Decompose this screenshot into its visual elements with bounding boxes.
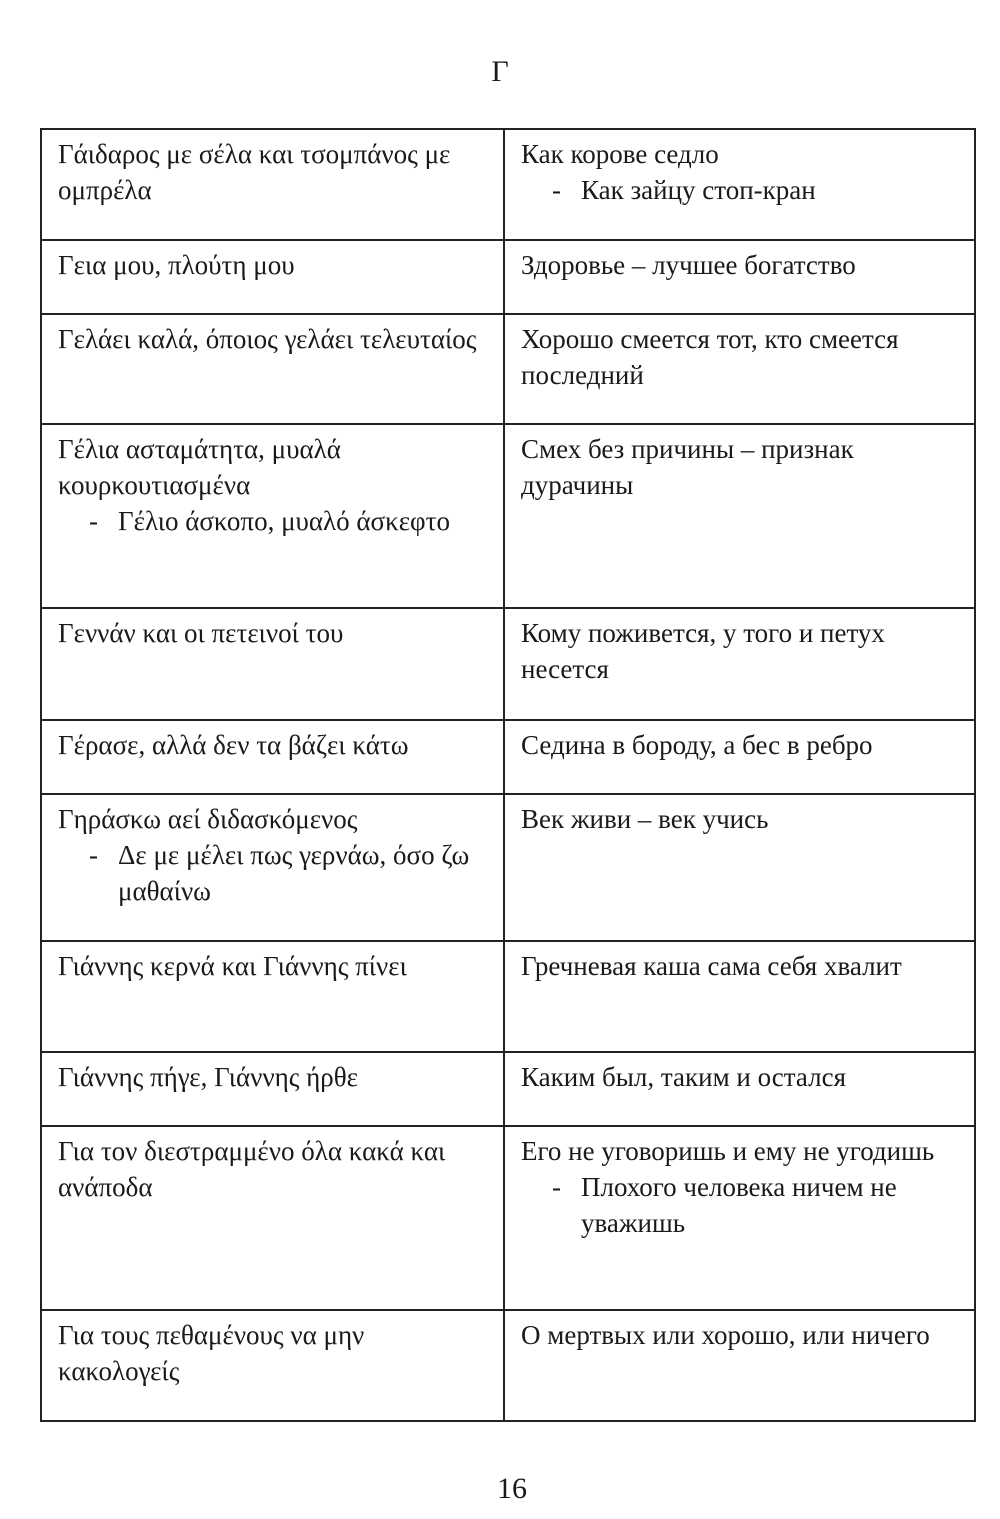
russian-cell (504, 240, 975, 314)
table-row (41, 314, 975, 424)
variant-line (521, 1169, 960, 1241)
greek-cell (41, 314, 504, 424)
greek-proverb: Γιάννης κερνά και Γιάννης πίνει (58, 951, 407, 981)
russian-proverb: Кому поживется, у того и петух несется (521, 618, 885, 684)
greek-cell (41, 424, 504, 608)
section-letter: Γ (491, 55, 509, 88)
table-row (41, 1052, 975, 1126)
russian-cell (504, 1310, 975, 1421)
russian-cell (504, 1052, 975, 1126)
russian-cell (504, 941, 975, 1052)
russian-proverb: Седина в бороду, а бес в ребро (521, 730, 873, 760)
russian-proverb: Здоровье – лучшее богатство (521, 250, 856, 280)
russian-proverb: Его не уговоришь и ему не угодишь (521, 1136, 935, 1166)
table-row (41, 424, 975, 608)
greek-cell (41, 720, 504, 794)
table-row (41, 794, 975, 941)
russian-cell (504, 720, 975, 794)
table-row (41, 129, 975, 240)
russian-cell (504, 1126, 975, 1310)
page-number: 16 (497, 1472, 527, 1505)
greek-proverb: Γηράσκω αεί διδασκόμενος (58, 804, 358, 834)
greek-proverb: Γεννάν και οι πετεινοί του (58, 618, 344, 648)
variant-dash: - (89, 840, 98, 870)
russian-cell (504, 314, 975, 424)
greek-cell (41, 608, 504, 720)
variant-dash: - (552, 1172, 561, 1202)
russian-proverb: О мертвых или хорошо, или ничего (521, 1320, 930, 1350)
greek-cell (41, 240, 504, 314)
variant-dash: - (552, 175, 561, 205)
greek-cell (41, 1052, 504, 1126)
russian-proverb: Как корове седло (521, 139, 719, 169)
greek-proverb: Γιάννης πήγε, Γιάννης ήρθε (58, 1062, 359, 1092)
russian-cell (504, 129, 975, 240)
greek-variant: Δε με μέλει πως γερνάω, όσο ζω μαθαίνω (118, 840, 470, 906)
greek-variant: Γέλιο άσκοπο, μυαλό άσκεφτο (118, 506, 450, 536)
table-row (41, 1126, 975, 1310)
table-row (41, 240, 975, 314)
table-row (41, 608, 975, 720)
greek-proverb: Γέλια ασταμάτητα, μυαλά κουρκουτιασμένα (58, 434, 341, 500)
greek-proverb: Γάιδαρος με σέλα και τσομπάνος με ομπρέλα (58, 139, 451, 205)
russian-proverb: Век живи – век учись (521, 804, 769, 834)
proverb-table-body (41, 129, 975, 1421)
russian-proverb: Хорошо смеется тот, кто смеется последний (521, 324, 899, 390)
greek-proverb: Για τους πεθαμένους να μην κακολογείς (58, 1320, 365, 1386)
russian-cell (504, 608, 975, 720)
greek-cell (41, 1126, 504, 1310)
russian-cell (504, 424, 975, 608)
russian-proverb: Каким был, таким и остался (521, 1062, 846, 1092)
greek-proverb: Για τον διεστραμμένο όλα κακά και ανάποδα (58, 1136, 446, 1202)
proverb-table (40, 128, 976, 1422)
greek-cell (41, 129, 504, 240)
greek-proverb: Γέρασε, αλλά δεν τα βάζει κάτω (58, 730, 409, 760)
variant-dash: - (89, 506, 98, 536)
greek-cell (41, 1310, 504, 1421)
variant-line (58, 837, 489, 909)
russian-variant: Плохого человека ничем не уважишь (581, 1172, 897, 1238)
variant-line (521, 172, 960, 208)
table-row (41, 720, 975, 794)
russian-variant: Как зайцу стоп-кран (581, 175, 816, 205)
greek-cell (41, 794, 504, 941)
russian-proverb: Гречневая каша сама себя хвалит (521, 951, 902, 981)
greek-cell (41, 941, 504, 1052)
greek-proverb: Γεια μου, πλούτη μου (58, 250, 295, 280)
table-row (41, 941, 975, 1052)
greek-proverb: Γελάει καλά, όποιος γελάει τελευταίος (58, 324, 477, 354)
table-row (41, 1310, 975, 1421)
russian-cell (504, 794, 975, 941)
russian-proverb: Смех без причины – признак дурачины (521, 434, 854, 500)
variant-line (58, 503, 489, 539)
